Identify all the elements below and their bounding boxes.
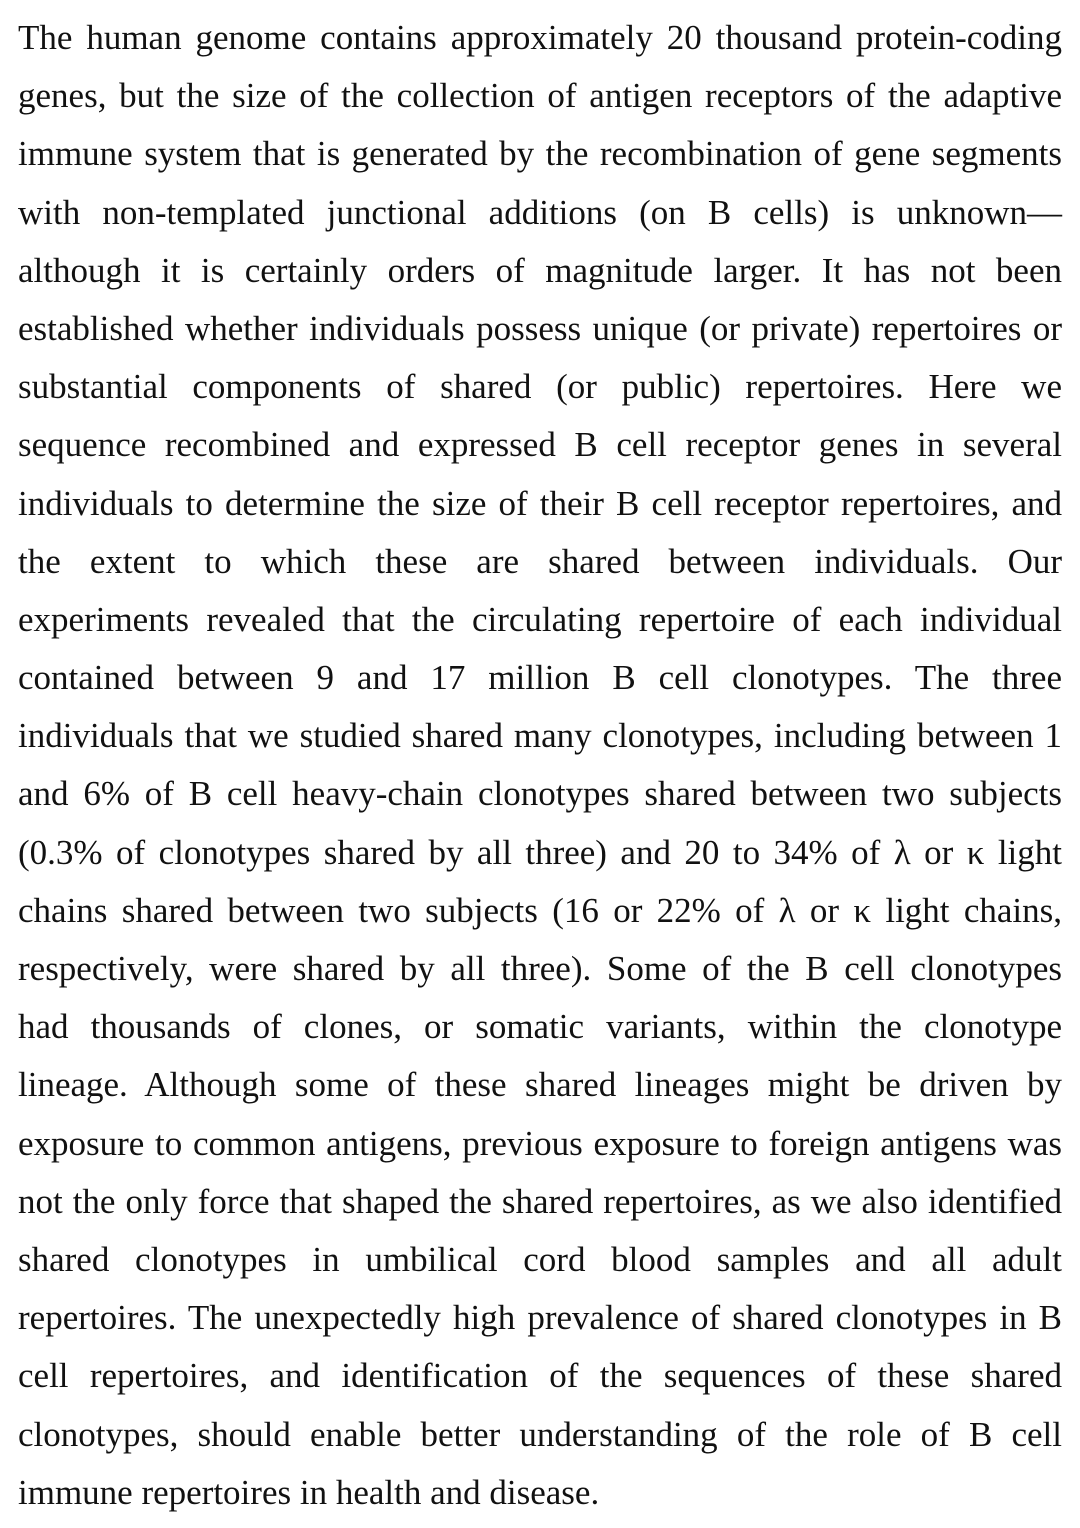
text-line: established whether individuals possess unique (or private) repertoires or	[18, 308, 1062, 348]
text-line: substantial components of shared (or public) repertoires. Here we	[18, 367, 1062, 407]
text-line: shared clonotypes in umbilical cord blood samples and all adult	[18, 1239, 1062, 1279]
text-line: chains shared between two subjects (16 or 22% of λ or κ light chains,	[18, 890, 1062, 930]
text-line: exposure to common antigens, previous exposure to foreign antigens was	[18, 1123, 1062, 1163]
text-line: cell repertoires, and identification of the sequences of these shared	[18, 1356, 1062, 1396]
text-line: lineage. Although some of these shared lineages might be driven by	[18, 1065, 1062, 1105]
text-line: with non-templated junctional additions (on B cells) is unknown—	[18, 192, 1062, 232]
text-line: repertoires. The unexpectedly high prevalence of shared clonotypes in B	[18, 1298, 1062, 1338]
text-line: genes, but the size of the collection of antigen receptors of the adaptive	[18, 76, 1062, 116]
text-line: the extent to which these are shared between individuals. Our	[18, 541, 1062, 581]
text-line: sequence recombined and expressed B cell receptor genes in several	[18, 425, 1062, 465]
text-line: immune system that is generated by the recombination of gene segments	[18, 134, 1062, 174]
text-line: individuals that we studied shared many clonotypes, including between 1	[18, 716, 1062, 756]
text-line: had thousands of clones, or somatic variants, within the clonotype	[18, 1007, 1062, 1047]
text-line: individuals to determine the size of their B cell receptor repertoires, and	[18, 483, 1062, 523]
text-line: although it is certainly orders of magnitude larger. It has not been	[18, 250, 1062, 290]
text-line: (0.3% of clonotypes shared by all three) and 20 to 34% of λ or κ light	[18, 832, 1062, 872]
abstract-paragraph	[18, 9, 1062, 1522]
text-line: respectively, were shared by all three). Some of the B cell clonotypes	[18, 949, 1062, 988]
text-line: The human genome contains approximately 20 thousand protein-coding	[18, 18, 1062, 57]
text-line: clonotypes, should enable better understanding of the role of B cell	[18, 1414, 1062, 1454]
text-line: not the only force that shaped the shared repertoires, as we also identified	[18, 1181, 1062, 1221]
text-line: contained between 9 and 17 million B cell clonotypes. The three	[18, 658, 1062, 698]
text-line: and 6% of B cell heavy-chain clonotypes shared between two subjects	[18, 774, 1062, 814]
text-line: immune repertoires in health and disease.	[18, 1472, 600, 1512]
text-line: experiments revealed that the circulating repertoire of each individual	[18, 599, 1062, 639]
